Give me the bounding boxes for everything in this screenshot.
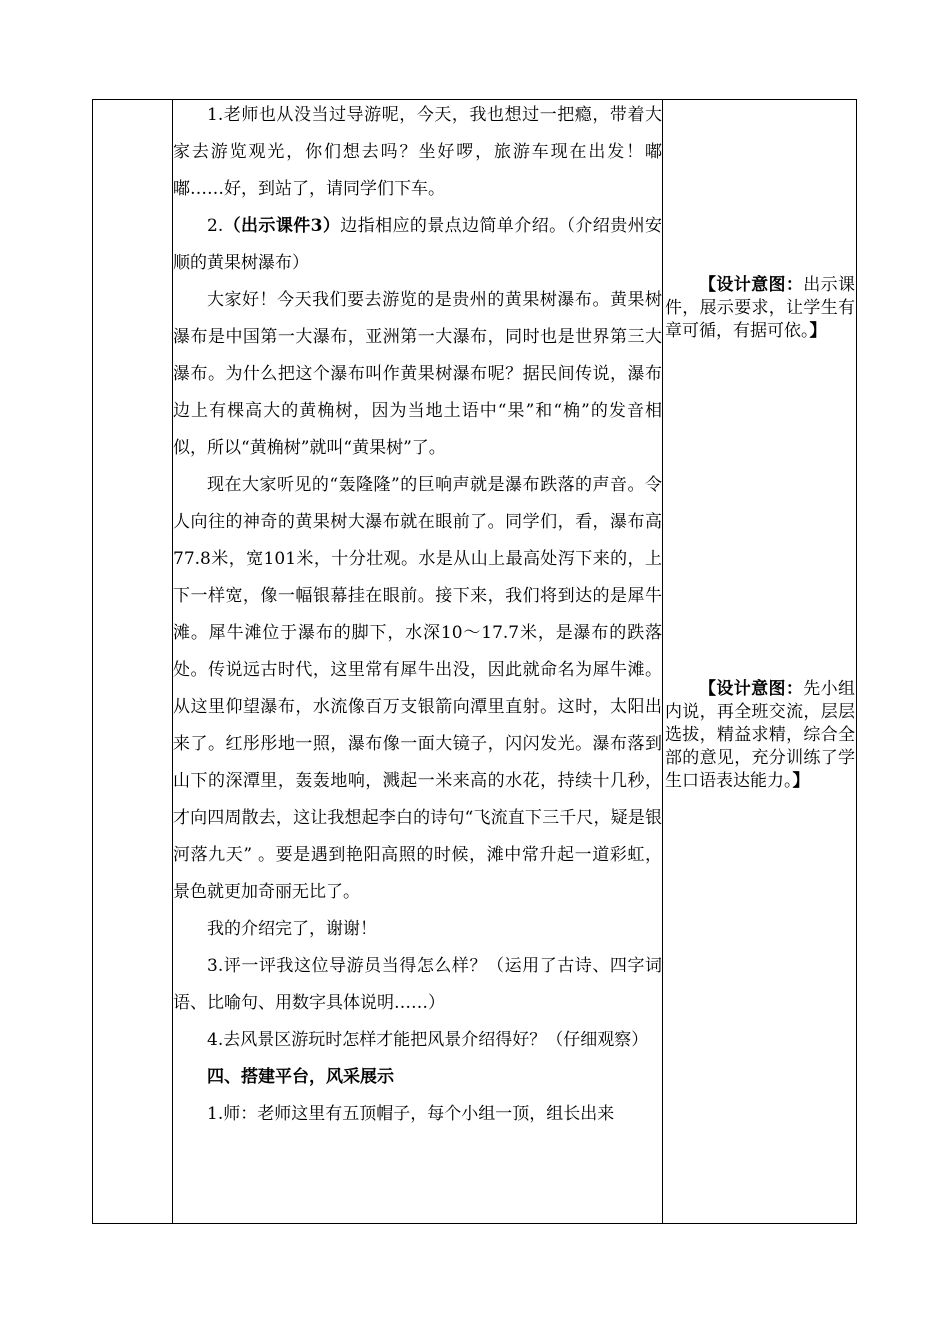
- paragraph-8: 1.师：老师这里有五顶帽子，每个小组一顶，组长出来: [207, 1104, 615, 1124]
- table-row: [93, 100, 857, 1224]
- design-intent-note-1: [665, 274, 855, 343]
- note-2-end: 】: [792, 771, 810, 791]
- teaching-process-text: [173, 97, 662, 1133]
- paragraph-3: 大家好！今天我们要去游览的是贵州的黄果树瀑布。黄果树瀑布是中国第一大瀑布，亚洲第一大瀑布，同时也是世界第三大瀑布。为什么把这个瀑布叫作黄果树瀑布呢？据民间传说，瀑布边上有棵高大的黄桷树，因为当地土语中“果”和“桷”的发音相似，所以“黄桷树”就叫“黄果树”了。: [173, 290, 662, 458]
- lesson-plan-table: [92, 99, 857, 1224]
- note-2-label: 【设计意图：: [699, 679, 804, 699]
- paragraph-5: 我的介绍完了，谢谢！: [207, 919, 377, 939]
- paragraph-2: [173, 208, 662, 282]
- paragraph-7: 4.去风景区游玩时怎样才能把风景介绍得好？（仔细观察）: [207, 1030, 649, 1050]
- paragraph-4: 现在大家听见的“轰隆隆”的巨响声就是瀑布跌落的声音。令人向往的神奇的黄果树大瀑布就在眼前了。同学们，看，瀑布高77.8米，宽101米，十分壮观。水是从山上最高处泻下来的，上下一样宽，像一幅银幕挂在眼前。接下来，我们将到达的是犀牛滩。犀牛滩位于瀑布的脚下，水深10～17.7米，是瀑布的跌落处。传说远古时代，这里常有犀牛出没，因此就命名为犀牛滩。从这里仰望瀑布，水流像百万支银箭向潭里直射。这时，太阳出来了。红彤彤地一照，瀑布像一面大镜子，闪闪发光。瀑布落到山下的深潭里，轰轰地响，溅起一米来高的水花，持续十几秒，才向四周散去，这让我想起李白的诗句“飞流直下三千尺，疑是银河落九天” 。要是遇到艳阳高照的时候，滩中常升起一道彩虹，景色就更加奇丽无比了。: [173, 475, 662, 902]
- note-1-text: 出示课件，展示要求，让学生有章可循，有据可依。: [665, 275, 855, 341]
- courseware-reference: （出示课件3）: [223, 216, 341, 236]
- paragraph-2-rest: 边指相应的景点边简单介绍。（介绍贵州安顺的黄果树瀑布）: [173, 216, 662, 273]
- section-heading: 四、搭建平台，风采展示: [207, 1067, 394, 1087]
- note-1-label: 【设计意图：: [699, 275, 804, 295]
- paragraph-2-prefix: 2.: [207, 216, 224, 236]
- design-intent-cell: [663, 100, 857, 1224]
- left-column-cell: [93, 100, 173, 1224]
- design-intent-note-2: [665, 678, 855, 793]
- paragraph-6: 3.评一评我这位导游员当得怎么样？（运用了古诗、四字词语、比喻句、用数字具体说明……）: [173, 956, 662, 1013]
- teaching-process-cell: [173, 100, 663, 1224]
- note-1-end: 】: [809, 321, 827, 341]
- note-2-text: 先小组内说，再全班交流，层层选拔，精益求精，综合全部的意见，充分训练了学生口语表达能力。: [665, 679, 855, 791]
- paragraph-1: 1.老师也从没当过导游呢，今天，我也想过一把瘾，带着大家去游览观光，你们想去吗？坐好啰，旅游车现在出发！嘟嘟……好，到站了，请同学们下车。: [173, 105, 662, 199]
